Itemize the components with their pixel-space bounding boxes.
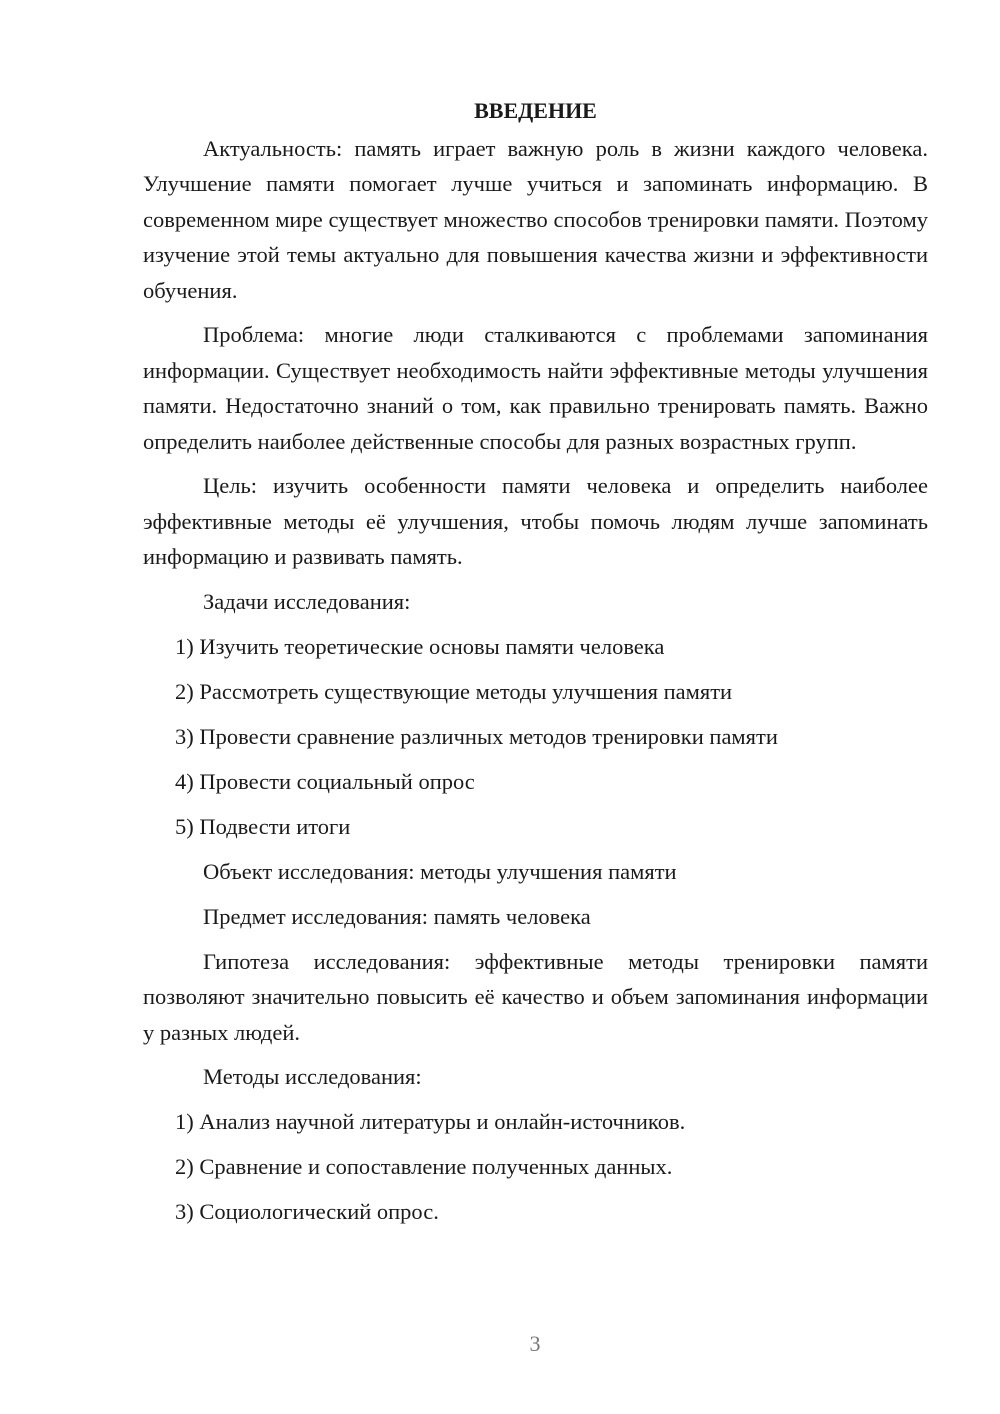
- goal-paragraph: Цель: изучить особенности памяти человека и определить наиболее эффективные методы её улучшения, чтобы помочь людям лучше запоминать информацию и развивать память.: [143, 473, 928, 569]
- research-object: Объект исследования: методы улучшения памяти: [203, 858, 677, 884]
- section-heading: ВВЕДЕНИЕ: [474, 98, 597, 123]
- list-item: 4) Провести социальный опрос: [175, 768, 475, 794]
- methods-list: [143, 1104, 928, 1230]
- methods-title: Методы исследования:: [203, 1064, 422, 1089]
- relevance-paragraph: Актуальность: память играет важную роль в жизни каждого человека. Улучшение памяти помогает лучше учиться и запоминать информацию. В современном мире существует множество способов тренировки памяти. Поэтому изучение этой темы актуально для повышения качества жизни и эффективности обучения.: [143, 135, 928, 303]
- list-item: 5) Подвести итоги: [175, 813, 351, 839]
- tasks-title: Задачи исследования:: [203, 588, 411, 614]
- tasks-list: [143, 629, 928, 845]
- page-content: [143, 93, 928, 1239]
- research-subject: Предмет исследования: память человека: [203, 903, 591, 929]
- list-item: 3) Социологический опрос.: [175, 1199, 439, 1224]
- hypothesis-paragraph: Гипотеза исследования: эффективные методы тренировки памяти позволяют значительно повысить её качество и объем запоминания информации у разных людей.: [143, 948, 928, 1045]
- list-item: 3) Провести сравнение различных методов тренировки памяти: [175, 723, 778, 749]
- list-item: 2) Рассмотреть существующие методы улучшения памяти: [175, 678, 733, 704]
- list-item: 1) Анализ научной литературы и онлайн-источников.: [175, 1109, 686, 1134]
- page-number: 3: [529, 1331, 541, 1356]
- list-item: 2) Сравнение и сопоставление полученных данных.: [175, 1154, 673, 1179]
- problem-paragraph: Проблема: многие люди сталкиваются с проблемами запоминания информации. Существует необходимость найти эффективные методы улучшения памяти. Недостаточно знаний о том, как правильно тренировать память. Важно определить наиболее действенные способы для разных возрастных групп.: [143, 322, 928, 454]
- list-item: 1) Изучить теоретические основы памяти человека: [175, 633, 665, 659]
